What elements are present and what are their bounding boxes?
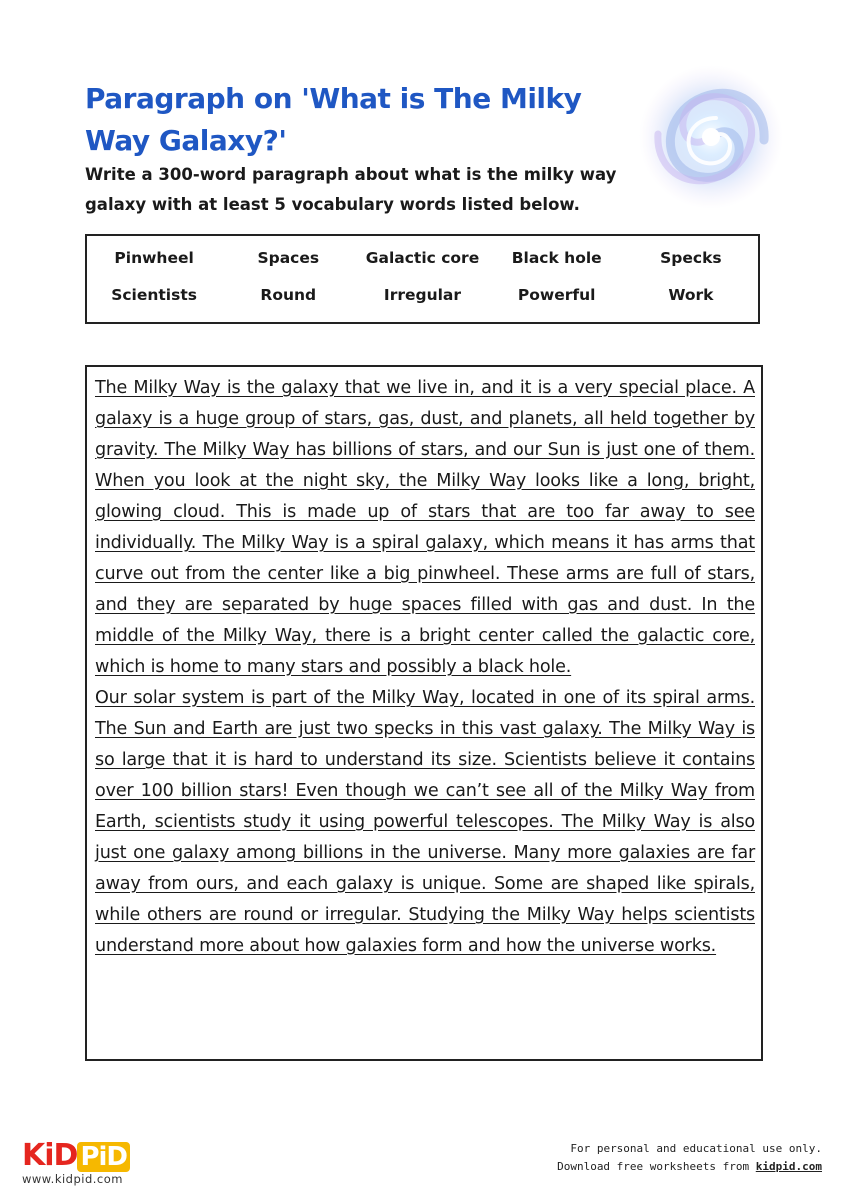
vocab-word: Work (668, 286, 714, 304)
paragraph-text (95, 373, 755, 962)
galaxy-icon (636, 62, 786, 212)
paragraph-2: Our solar system is part of the Milky Way, located in one of its spiral arms. The Sun and Earth are just two specks in this vast galaxy. The Milky Way is so large that it is hard to understand its size. Scientists believe it contains over 100 billion stars! Even though we can’t see all of the Milky Way from Earth, scientists study it using powerful telescopes. The Milky Way is also just one galaxy among billions in the universe. Many more galaxies are far away from ours, and each galaxy is unique. Some are shaped like spirals, while others are round or irregular. Studying the Milky Way helps scientists understand more about how galaxies form and how the universe works. (95, 688, 755, 956)
footer-note (557, 1140, 822, 1176)
footer-link[interactable]: kidpid.com (755, 1160, 822, 1173)
vocab-word: Galactic core (365, 249, 480, 267)
footer-line-1: For personal and educational use only. (570, 1142, 822, 1155)
logo-part-kid: KiD (22, 1138, 78, 1173)
vocab-word: Round (260, 286, 317, 304)
vocabulary-box (85, 234, 760, 324)
vocab-word: Irregular (383, 286, 462, 304)
vocab-word: Scientists (111, 286, 197, 304)
vocab-word: Pinwheel (114, 249, 194, 267)
paragraph-box (85, 365, 763, 1061)
footer-line-2-prefix: Download free worksheets from (557, 1160, 756, 1173)
logo-url: www.kidpid.com (22, 1172, 123, 1186)
footer-line-2 (557, 1158, 822, 1176)
vocab-word: Powerful (517, 286, 596, 304)
vocabulary-grid (87, 246, 758, 308)
logo-part-pid: PiD (77, 1142, 130, 1172)
vocab-word: Specks (660, 249, 722, 267)
kidpid-logo (22, 1138, 142, 1188)
paragraph-1: The Milky Way is the galaxy that we live in, and it is a very special place. A galaxy is a huge group of stars, gas, dust, and planets, all held together by gravity. The Milky Way has billions of stars, and our Sun is just one of them. When you look at the night sky, the Milky Way looks like a long, bright, glowing cloud. This is made up of stars that are too far away to see individually. The Milky Way is a spiral galaxy, which means it has arms that curve out from the center like a big pinwheel. These arms are full of stars, and they are separated by huge spaces filled with gas and dust. In the middle of the Milky Way, there is a bright center called the galactic core, which is home to many stars and possibly a black hole. (95, 378, 755, 677)
vocab-word: Black hole (511, 249, 602, 267)
logo-wordmark (22, 1138, 130, 1174)
vocab-word: Spaces (257, 249, 320, 267)
instruction-text: Write a 300-word paragraph about what is the milky way galaxy with at least 5 vocabulary words listed below. (85, 165, 617, 214)
page-title: Paragraph on 'What is The Milky Way Galaxy?' (85, 82, 582, 157)
